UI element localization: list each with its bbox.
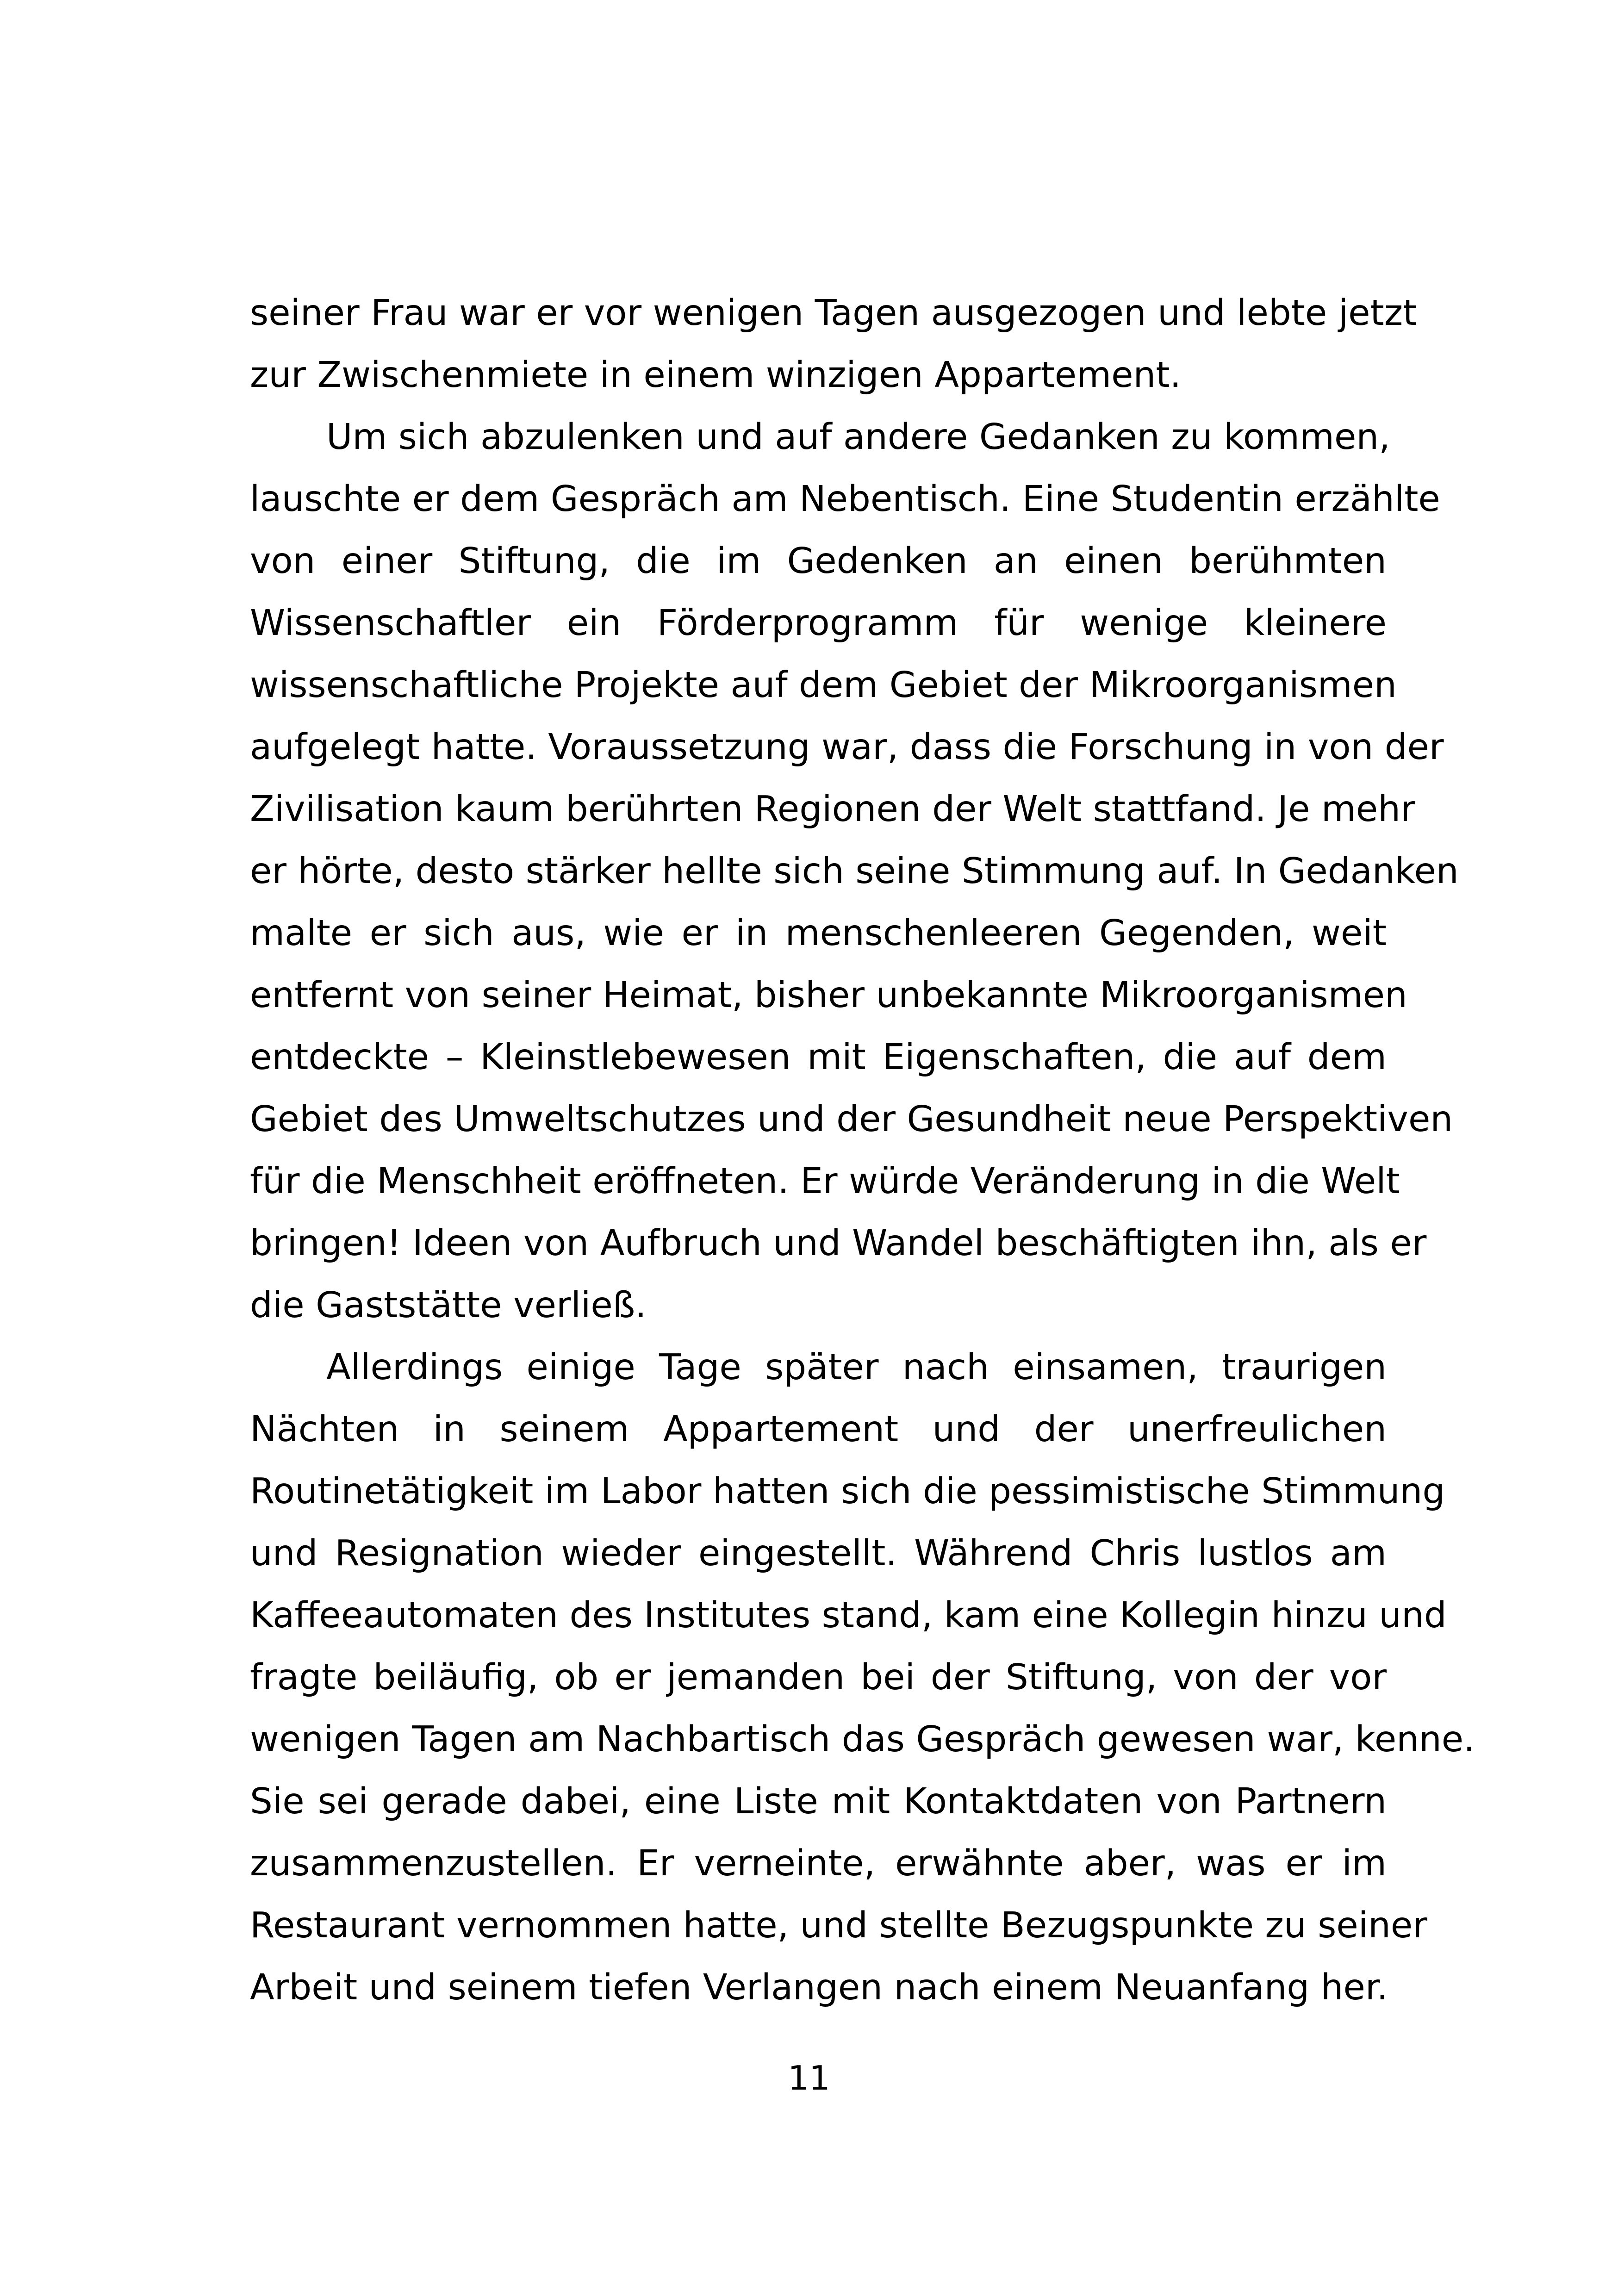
text-line: Routinetätigkeit im Labor hatten sich die pessimistische Stimmung <box>250 1471 1445 1512</box>
text-line: entfernt von seiner Heimat, bisher unbekannte Mikroorganismen <box>250 975 1407 1016</box>
text-line: malte er sich aus, wie er in menschenleeren Gegenden, weit <box>250 913 1387 954</box>
text-line: seiner Frau war er vor wenigen Tagen ausgezogen und lebte jetzt <box>250 292 1417 334</box>
text-line: für die Menschheit eröffneten. Er würde Veränderung in die Welt <box>250 1161 1400 1202</box>
text-line: entdeckte – Kleinstlebewesen mit Eigenschaften, die auf dem <box>250 1037 1387 1078</box>
text-line: zusammenzustellen. Er verneinte, erwähnte aber, was er im <box>250 1843 1387 1884</box>
text-line: aufgelegt hatte. Voraussetzung war, dass die Forschung in von der <box>250 727 1444 768</box>
text-line: Arbeit und seinem tiefen Verlangen nach einem Neuanfang her. <box>250 1967 1388 2008</box>
text-line: wissenschaftliche Projekte auf dem Gebiet der Mikroorganismen <box>250 665 1397 706</box>
text-line: Restaurant vernommen hatte, und stellte Bezugspunkte zu seiner <box>250 1905 1427 1946</box>
text-line: Wissenschaftler ein Förderprogramm für wenige kleinere <box>250 603 1387 644</box>
text-line: Um sich abzulenken und auf andere Gedanken zu kommen, <box>326 417 1390 458</box>
text-line: Sie sei gerade dabei, eine Liste mit Kontaktdaten von Partnern <box>250 1781 1387 1822</box>
text-line: er hörte, desto stärker hellte sich seine Stimmung auf. In Gedanken <box>250 851 1459 892</box>
text-line: wenigen Tagen am Nachbartisch das Gespräch gewesen war, kenne. <box>250 1719 1475 1760</box>
text-line: Nächten in seinem Appartement und der unerfreulichen <box>250 1409 1387 1450</box>
text-line: Zivilisation kaum berührten Regionen der Welt stattfand. Je mehr <box>250 789 1415 830</box>
text-line: Allerdings einige Tage später nach einsamen, traurigen <box>326 1347 1387 1388</box>
text-line: fragte beiläufig, ob er jemanden bei der Stiftung, von der vor <box>250 1657 1387 1698</box>
page-number: 11 <box>788 2059 830 2097</box>
text-line: von einer Stiftung, die im Gedenken an einen berühmten <box>250 541 1387 582</box>
text-line: Kaffeeautomaten des Institutes stand, kam eine Kollegin hinzu und <box>250 1595 1447 1636</box>
body-text <box>250 282 1475 2019</box>
text-line: die Gaststätte verließ. <box>250 1285 647 1326</box>
text-line: bringen! Ideen von Aufbruch und Wandel beschäftigten ihn, als er <box>250 1223 1427 1264</box>
text-line: Gebiet des Umweltschutzes und der Gesundheit neue Perspektiven <box>250 1099 1453 1140</box>
text-line: und Resignation wieder eingestellt. Während Chris lustlos am <box>250 1533 1387 1574</box>
text-line: zur Zwischenmiete in einem winzigen Appartement. <box>250 355 1182 396</box>
text-line: lauschte er dem Gespräch am Nebentisch. Eine Studentin erzählte <box>250 479 1440 520</box>
